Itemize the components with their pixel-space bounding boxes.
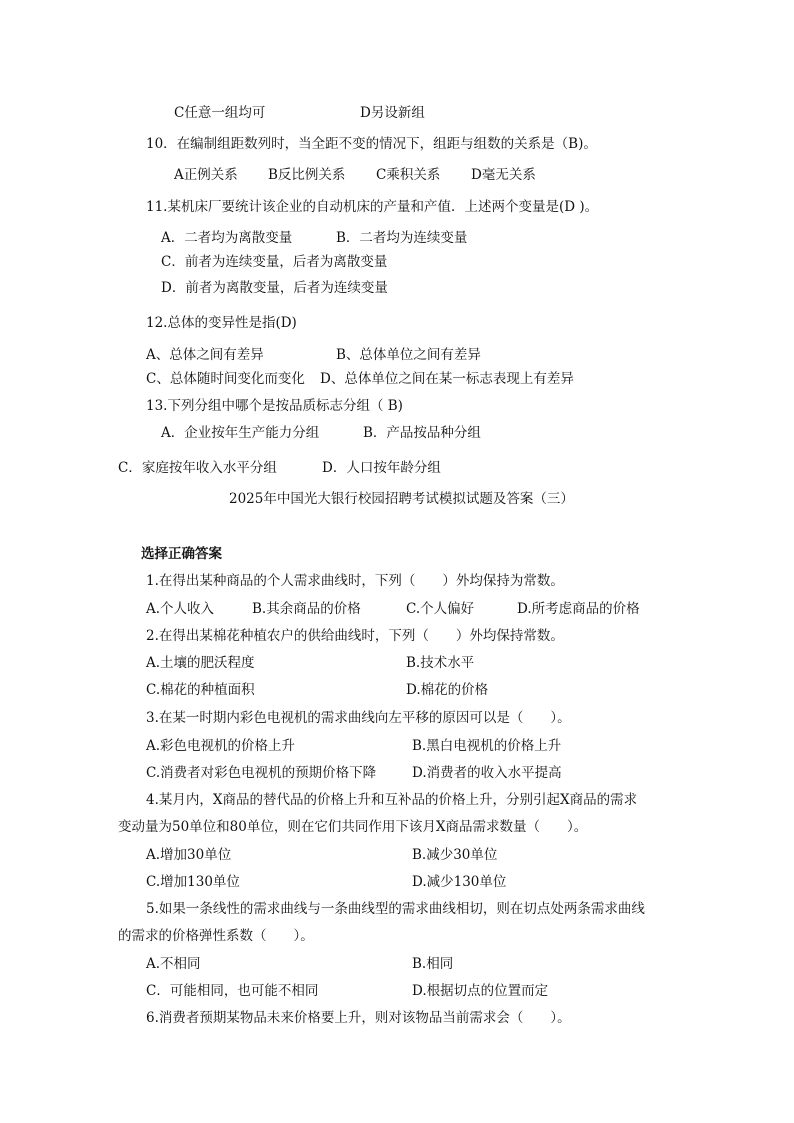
q5-option-c: C．可能相同，也可能不相同	[146, 983, 319, 999]
q4-option-b: B.减少30单位	[412, 847, 498, 863]
q2-option-c: C.棉花的种植面积	[146, 682, 255, 698]
q10-option-a: A正例关系	[174, 167, 238, 183]
q12-option-a: A、总体之间有差异	[146, 347, 264, 363]
q12-stem: 12.总体的变异性是指(D)	[146, 315, 297, 331]
q6-stem: 6.消费者预期某物品未来价格要上升，则对该物品当前需求会（ ）。	[146, 1010, 571, 1026]
q4-option-c: C.增加130单位	[146, 874, 240, 890]
q5-option-a: A.不相同	[146, 956, 201, 972]
q4-option-a: A.增加30单位	[146, 847, 232, 863]
q4-stem-line1: 4.某月内，X商品的替代品的价格上升和互补品的价格上升，分别引起X商品的需求	[146, 792, 638, 808]
q1-option-c: C.个人偏好	[406, 601, 475, 617]
q5-stem-line1: 5.如果一条线性的需求曲线与一条曲线型的需求曲线相切，则在切点处两条需求曲线	[146, 901, 645, 917]
q11-stem: 11.某机床厂要统计该企业的自动机床的产量和产值．上述两个变量是(D )。	[146, 199, 599, 215]
q11-option-a: A．二者均为离散变量	[161, 230, 293, 246]
q9-option-c: C任意一组均可	[174, 105, 266, 121]
q3-option-d: D.消费者的收入水平提高	[412, 765, 562, 781]
q1-option-b: B.其余商品的价格	[252, 601, 361, 617]
q13-option-b: B．产品按品种分组	[363, 425, 481, 441]
q1-option-d: D.所考虑商品的价格	[517, 601, 640, 617]
q13-option-d: D．人口按年龄分组	[322, 460, 441, 476]
q5-option-b: B.相同	[412, 956, 454, 972]
q9-option-d: D另设新组	[360, 105, 425, 121]
q3-option-a: A.彩色电视机的价格上升	[146, 738, 296, 754]
q11-option-d: D．前者为离散变量，后者为连续变量	[161, 280, 388, 296]
q4-stem-line2: 变动量为50单位和80单位，则在它们共同作用下该月X商品需求数量（ ）。	[118, 819, 588, 835]
q3-option-c: C.消费者对彩色电视机的预期价格下降	[146, 765, 377, 781]
q3-stem: 3.在某一时期内彩色电视机的需求曲线向左平移的原因可以是（ ）。	[146, 710, 571, 726]
q4-option-d: D.减少130单位	[412, 874, 507, 890]
q12-option-b: B、总体单位之间有差异	[336, 347, 481, 363]
q5-stem-line2: 的需求的价格弹性系数（ ）。	[118, 928, 314, 944]
q10-stem: 10．在编制组距数列时，当全距不变的情况下，组距与组数的关系是（B)。	[146, 136, 597, 152]
q1-option-a: A.个人收入	[146, 601, 215, 617]
q13-option-c: C．家庭按年收入水平分组	[118, 460, 277, 476]
q11-option-c: C．前者为连续变量，后者为离散变量	[161, 254, 388, 270]
page-title: 2025年中国光大银行校园招聘考试模拟试题及答案（三）	[229, 491, 574, 507]
q2-option-d: D.棉花的价格	[406, 682, 489, 698]
q2-option-a: A.土壤的肥沃程度	[146, 655, 255, 671]
q10-option-d: D毫无关系	[471, 167, 536, 183]
q10-option-c: C乘积关系	[376, 167, 441, 183]
q10-option-b: B反比例关系	[268, 167, 346, 183]
q12-option-c: C、总体随时间变化而变化	[146, 371, 305, 387]
q3-option-b: B.黑白电视机的价格上升	[412, 738, 562, 754]
section-heading: 选择正确答案	[141, 546, 222, 562]
q11-option-b: B．二者均为连续变量	[336, 230, 468, 246]
q12-option-d: D、总体单位之间在某一标志表现上有差异	[320, 371, 574, 387]
q1-stem: 1.在得出某种商品的个人需求曲线时，下列（ ）外均保持为常数。	[146, 573, 564, 589]
q2-stem: 2.在得出某棉花种植农户的供给曲线时，下列（ ）外均保持常数。	[146, 628, 564, 644]
q2-option-b: B.技术水平	[406, 655, 475, 671]
q13-stem: 13.下列分组中哪个是按品质标志分组（ B)	[146, 398, 403, 414]
q13-option-a: A．企业按年生产能力分组	[161, 425, 320, 441]
q5-option-d: D.根据切点的位置而定	[412, 983, 549, 999]
